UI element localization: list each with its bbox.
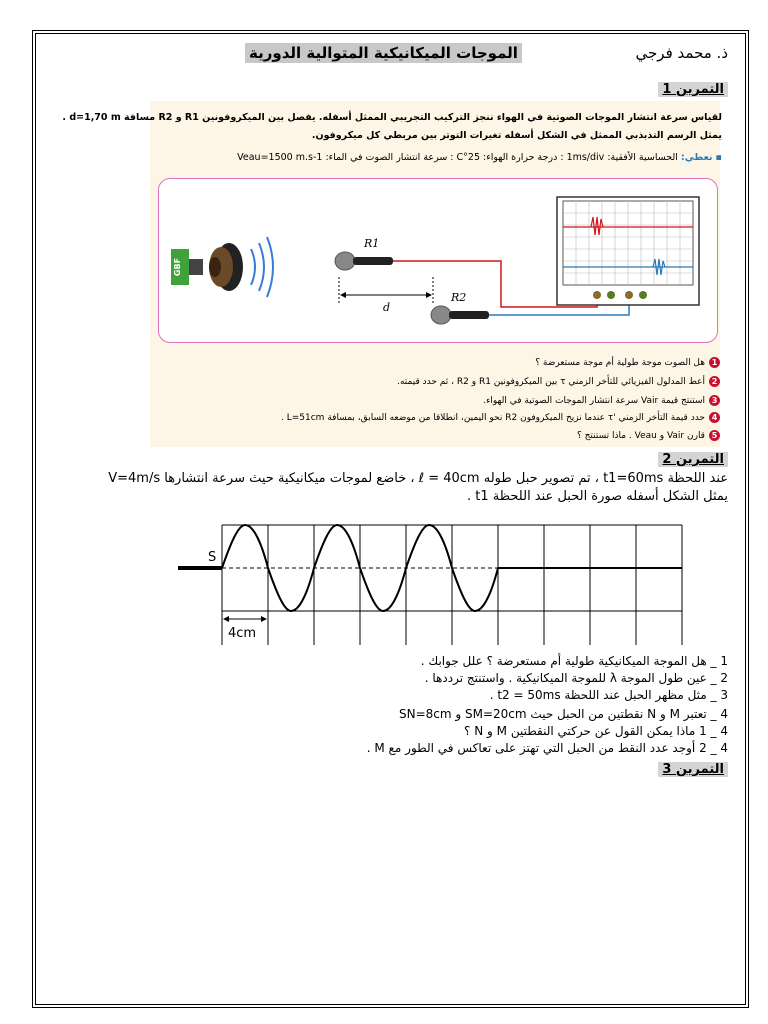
r2-label: R2: [451, 291, 467, 304]
ex1-question-2: 2أعط المدلول الفيزيائي للتأخر الزمني τ بين الميكروفونين R1 و R2 ، ثم حدد قيمته.: [397, 376, 720, 387]
ex1-question-3: 3استنتج قيمة Vair سرعة انتشار الموجات الصوتية في الهواء.: [483, 395, 720, 406]
author-name: ذ. محمد فرجي: [635, 44, 728, 62]
ex2-question-2: 2 _ عين طول الموجة λ للموجة الميكانيكية . واستنتج ترددها .: [424, 671, 728, 685]
given-label: نعطي:: [680, 152, 713, 163]
given-temperature: درجة حرارة الهواء: 25°C: [456, 152, 558, 163]
oscilloscope: [557, 197, 699, 305]
exercise1-intro-line1: لقياس سرعة انتشار الموجات الصوتية في الهواء ننجز التركيب التجريبي الممثل أسفله. يفصل بين الميكروفونين R1 و R2 مسافة d=1,70 m .: [62, 112, 722, 123]
given-sensitivity: الحساسية الأفقية: 1ms/div: [566, 152, 678, 163]
exercise3-heading: التمرين 3: [658, 762, 728, 777]
exercise1-given: ▪ نعطي: الحساسية الأفقية: 1ms/div : درجة حرارة الهواء: 25°C : سرعة انتشار الصوت في الماء: Veau=1500 m.s-1: [237, 152, 722, 163]
exercise2-heading: التمرين 2: [658, 452, 728, 467]
exercise1-heading: التمرين 1: [658, 82, 728, 97]
microphone-r1-icon: [335, 252, 393, 270]
exercise1-intro-line2: يمثل الرسم التذبذبي الممثل في الشكل أسفله تغيرات التوتر بين مربطي كل ميكروفون.: [311, 130, 722, 141]
ex2-question-4-2: 4 _ 2 أوجد عدد النقط من الحبل التي تهتز على تعاكس في الطور مع M .: [366, 741, 728, 755]
ex1-question-4: 4حدد قيمة التأخر الزمني 'τ عندما نزيح الميكروفون R2 نحو اليمين، انطلاقا من موضعه السابق، بمسافة L=51cm .: [281, 412, 720, 423]
rope-figure: [170, 505, 690, 645]
exercise2-line1: عند اللحظة t1=60ms ، تم تصوير حبل طوله ℓ = 40cm ، خاضع لموجات ميكانيكية حيث سرعة انتشارها V=4m/s: [108, 471, 728, 486]
source-s-label: S: [208, 550, 217, 565]
speaker-icon: [189, 237, 273, 297]
ex2-question-4-1: 4 _ 1 ماذا يمكن القول عن حركتي النقطتين M و N ؟: [464, 724, 728, 738]
ex1-question-1: 1هل الصوت موجة طولية أم موجة مستعرضة ؟: [535, 357, 720, 368]
r1-label: R1: [364, 237, 380, 250]
ex2-question-1: 1 _ هل الموجة الميكانيكية طولية أم مستعرضة ؟ علل جوابك .: [420, 654, 728, 668]
experiment-svg: [159, 179, 716, 341]
page-title: الموجات الميكانيكية المتوالية الدورية: [245, 43, 522, 63]
ex1-question-5: 5قارن Vair و Veau . ماذا تستنتج ؟: [577, 430, 720, 441]
distance-d-label: d: [383, 301, 391, 314]
given-water-speed: سرعة انتشار الصوت في الماء: Veau=1500 m.s-1: [237, 152, 448, 163]
microphone-r2-icon: [431, 306, 489, 324]
ex2-question-4: 4 _ تعتبر M و N نقطتين من الحبل حيث SM=20cm و SN=8cm: [398, 707, 728, 721]
experiment-diagram: [158, 178, 718, 343]
ex2-question-3: 3 _ مثل مظهر الحبل عند اللحظة t2 = 50ms .: [489, 688, 728, 702]
gbf-label: GBF: [173, 257, 182, 277]
scale-4cm-label: 4cm: [228, 626, 257, 641]
exercise2-line2: يمثل الشكل أسفله صورة الحبل عند اللحظة t1 .: [467, 489, 728, 504]
